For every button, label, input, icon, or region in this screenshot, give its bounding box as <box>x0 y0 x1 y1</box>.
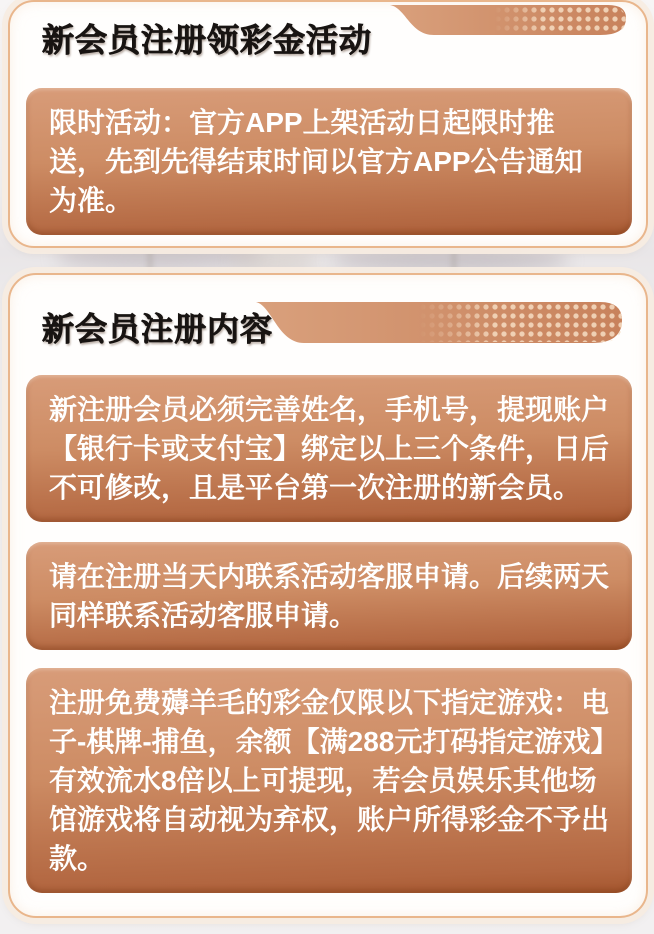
rule-text-account-requirements: 新注册会员必须完善姓名，手机号，提现账户【银行卡或支付宝】绑定以上三个条件，日后不可修改，且是平台第一次注册的新会员。 <box>26 375 632 522</box>
registration-rules-card <box>8 273 648 918</box>
header-ribbon-decoration <box>254 300 624 345</box>
promo-card-title: 新会员注册领彩金活动 <box>42 22 373 58</box>
ribbon-dot-pattern <box>419 303 623 342</box>
rule-text-wagering-requirements: 注册免费薅羊毛的彩金仅限以下指定游戏：电子-棋牌-捕鱼，余额【满288元打码指定游戏】有效流水8倍以上可提现，若会员娱乐其他场馆游戏将自动视为弃权，账户所得彩金不予出款。 <box>26 668 632 893</box>
rules-card-title: 新会员注册内容 <box>42 311 274 347</box>
rule-text-contact-service: 请在注册当天内联系活动客服申请。后续两天同样联系活动客服申请。 <box>26 542 632 650</box>
background-blur-decoration <box>330 248 570 272</box>
promo-rule-text: 限时活动：官方APP上架活动日起限时推送，先到先得结束时间以官方APP公告通知为准。 <box>26 88 632 235</box>
background-blur-decoration <box>230 252 320 272</box>
ribbon-dot-pattern <box>494 6 626 34</box>
promo-activity-card <box>8 0 648 248</box>
header-ribbon-decoration <box>388 3 628 37</box>
